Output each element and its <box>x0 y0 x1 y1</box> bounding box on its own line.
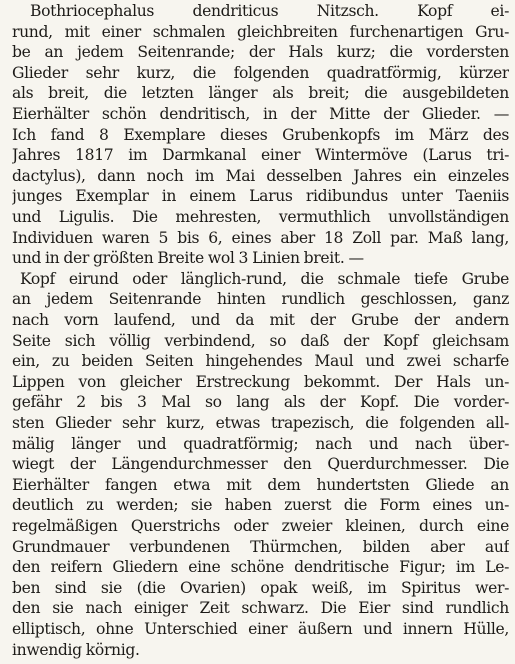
text-line-7: Ich fand 8 Exemplare dieses Grubenkopfs im März des <box>12 125 509 144</box>
text-line-10: junges Exemplar in einem Larus ridibundus unter Taeniis <box>12 187 509 206</box>
text-line-12: Individuen waren 5 bis 6, eines aber 18 Zoll par. Maß lang, <box>12 228 509 247</box>
text-line-31: elliptisch, ohne Unterschied einer äußern und innern Hülle, <box>12 620 509 638</box>
text-line-17: Seite sich völlig verbindend, so daß der Kopf gleichsam <box>12 331 509 350</box>
text-line-5: als breit, die letzten länger als breit; die ausgebildeten <box>12 84 509 103</box>
text-line-8: Jahres 1817 im Darmkanal einer Wintermöve (Larus tri- <box>12 146 509 165</box>
text-line-9: dactylus), dann noch im Mai desselben Jahres ein einzeles <box>12 166 509 185</box>
text-line-6: Eierhälter schön dendritisch, in der Mitte der Glieder. — <box>12 105 509 123</box>
text-line-16: nach vorn laufend, und da mit der Grube der andern <box>12 311 509 329</box>
text-line-11: und Ligulis. Die mehresten, vermuthlich unvollständigen <box>12 208 509 226</box>
text-line-22: mälig länger und quadratförmig; nach und nach über- <box>12 434 509 453</box>
text-line-2: rund, mit einer schmalen gleichbreiten furchenartigen Gru- <box>12 22 509 41</box>
text-line-29: ben sind sie (die Ovarien) opak weiß, im Spiritus wer- <box>12 578 509 597</box>
text-line-1: Bothriocephalus dendriticus Nitzsch. Kopf ei- <box>30 2 509 20</box>
text-line-23: wiegt der Längendurchmesser den Querdurchmesser. Die <box>12 455 509 474</box>
text-line-30: den sie nach einiger Zeit schwarz. Die Eier sind rundlich <box>12 599 509 618</box>
text-line-21: sten Glieder sehr kurz, etwas trapezisch, die folgenden all- <box>12 414 509 432</box>
text-line-25: deutlich zu werden; sie haben zuerst die Form eines un- <box>12 496 509 515</box>
text-line-15: an jedem Seitenrande hinten rundlich geschlossen, ganz <box>12 290 509 309</box>
text-line-13: und in der größten Breite wol 3 Linien breit. — <box>12 249 364 268</box>
text-line-20: gefähr 2 bis 3 Mal so lang als der Kopf. Die vorder- <box>12 393 509 412</box>
text-line-32: inwendig körnig. <box>12 640 140 659</box>
text-line-14: Kopf eirund oder länglich-rund, die schmale tiefe Grube <box>20 269 509 288</box>
text-line-24: Eierhälter fangen etwa mit dem hundertsten Gliede an <box>12 475 509 494</box>
text-line-28: den reifern Gliedern eine schöne dendritische Figur; im Le- <box>12 558 509 577</box>
text-line-19: Lippen von gleicher Erstreckung bekommt. Der Hals un- <box>12 372 509 391</box>
text-line-26: regelmäßigen Querstrichs oder zweier kleinen, durch eine <box>12 517 509 535</box>
text-line-27: Grundmauer verbundenen Thürmchen, bilden aber auf <box>12 537 509 556</box>
text-line-18: ein, zu beiden Seiten hingehendes Maul und zwei scharfe <box>12 352 509 371</box>
text-line-3: be an jedem Seitenrande; der Hals kurz; die vordersten <box>12 43 509 62</box>
text-line-4: Glieder sehr kurz, die folgenden quadratförmig, kürzer <box>12 63 509 82</box>
